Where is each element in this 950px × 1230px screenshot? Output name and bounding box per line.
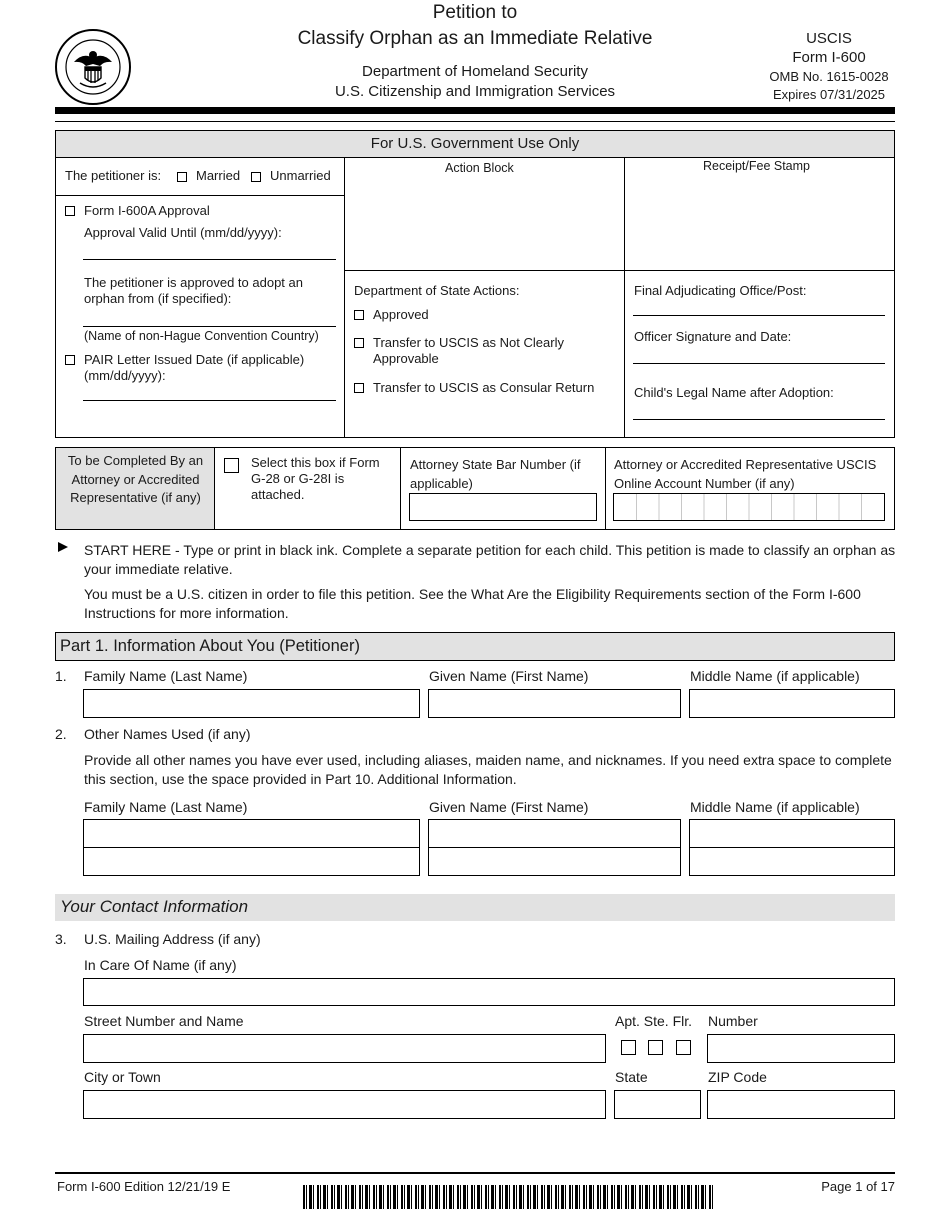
other-family-name-input-1[interactable] [83,819,420,848]
approved-adopt-label: The petitioner is approved to adopt an orphan from (if specified): [84,275,303,306]
final-office-line[interactable] [633,315,885,316]
dos-approved-label: Approved [373,307,429,322]
agency-name: U.S. Citizenship and Immigration Services [334,83,616,100]
g28-checkbox[interactable] [224,458,239,473]
flr-checkbox[interactable] [676,1040,691,1055]
attorney-divider-1 [400,448,401,529]
state-label: State [615,1069,648,1085]
q3-number: 3. [55,931,67,947]
uscis-label: USCIS [806,30,852,47]
middle-name-input[interactable] [689,689,895,718]
form-title-line2: Classify Orphan as an Immediate Relative [297,28,653,49]
attorney-label: To be Completed By an Attorney or Accredited Representative (if any) [67,453,204,505]
officer-sig-label: Officer Signature and Date: [634,329,792,344]
form-number: Form I-600 [792,49,866,66]
other-given-name-input-2[interactable] [428,847,681,876]
dos-actions-label: Department of State Actions: [354,283,520,298]
apt-ste-flr-label: Apt. Ste. Flr. [615,1013,693,1029]
family-name-label: Family Name (Last Name) [84,668,248,684]
footer-page-number: Page 1 of 17 [821,1179,895,1194]
gov-col-divider-2 [624,158,625,438]
start-here-arrow-icon [58,542,68,552]
footer-rule [55,1172,895,1174]
in-care-of-input[interactable] [83,978,895,1006]
street-label: Street Number and Name [84,1013,244,1029]
receipt-stamp-label: Receipt/Fee Stamp [703,159,810,173]
unit-number-input[interactable] [707,1034,895,1063]
family-name-input[interactable] [83,689,420,718]
q2-number: 2. [55,726,67,742]
start-here-label: START HERE - Type or print in black ink. [84,542,339,558]
given-name2-label: Given Name (First Name) [429,799,589,815]
online-account-label: Attorney or Accredited Representative USCIS Online Account Number (if any) [614,457,877,491]
number-label: Number [708,1013,758,1029]
officer-sig-line[interactable] [633,363,885,364]
header-rule-thin [55,121,895,122]
middle-name2-label: Middle Name (if applicable) [690,799,860,815]
g28-label: Select this box if Form G-28 or G-28I is attached. [251,455,380,502]
pair-letter-label: PAIR Letter Issued Date (if applicable) (mm/dd/yyyy): [84,352,305,383]
married-checkbox[interactable] [177,172,187,182]
apt-checkbox[interactable] [621,1040,636,1055]
gov-right-divider [344,270,894,271]
online-account-input[interactable] [613,493,885,521]
unmarried-label: Unmarried [270,168,331,183]
barcode-image [303,1185,713,1209]
bar-number-input[interactable] [409,493,597,521]
expiration-date: Expires 07/31/2025 [772,87,886,102]
footer-form-edition: Form I-600 Edition 12/21/19 E [57,1179,231,1194]
given-name-input[interactable] [428,689,681,718]
given-name-label: Given Name (First Name) [429,668,589,684]
adopt-country-line[interactable] [83,326,336,327]
attorney-divider-2 [605,448,606,529]
pair-letter-line[interactable] [83,400,336,401]
part1-title: Part 1. Information About You (Petitioner) [60,637,360,655]
start-here-text [84,541,896,579]
childs-name-label: Child's Legal Name after Adoption: [634,385,834,400]
zip-input[interactable] [707,1090,895,1119]
omb-number: OMB No. 1615-0028 [769,69,889,84]
i600a-approval-label: Form I-600A Approval [84,203,210,218]
gov-left-divider [56,195,344,196]
unmarried-checkbox[interactable] [251,172,261,182]
married-label: Married [196,168,241,183]
state-select[interactable] [614,1090,701,1119]
non-hague-label: (Name of non-Hague Convention Country) [84,329,319,343]
other-names-label: Other Names Used (if any) [84,726,251,742]
other-given-name-input-1[interactable] [428,819,681,848]
approval-valid-label: Approval Valid Until (mm/dd/yyyy): [84,225,282,240]
bar-number-label: Attorney State Bar Number (if applicable) [410,457,581,491]
family-name2-label: Family Name (Last Name) [84,799,248,815]
q1-number: 1. [55,668,67,684]
dos-not-clear-checkbox[interactable] [354,338,364,348]
dos-consular-checkbox[interactable] [354,383,364,393]
city-input[interactable] [83,1090,606,1119]
dos-consular-label: Transfer to USCIS as Consular Return [373,380,595,395]
dos-approved-checkbox[interactable] [354,310,364,320]
i600a-approval-checkbox[interactable] [65,206,75,216]
citizen-requirement-text: You must be a U.S. citizen in order to file this petition. See the What Are the Eligibility Requirements section of the Form I-600 Instructions for more information. [84,586,861,621]
city-label: City or Town [84,1069,161,1085]
zip-label: ZIP Code [708,1069,767,1085]
childs-name-line[interactable] [633,419,885,420]
street-input[interactable] [83,1034,606,1063]
dos-not-clear-label: Transfer to USCIS as Not Clearly Approvable [373,335,564,366]
final-office-label: Final Adjudicating Office/Post: [634,283,807,298]
department-name: Department of Homeland Security [362,63,588,80]
dhs-seal [54,28,132,106]
middle-name-label: Middle Name (if applicable) [690,668,860,684]
other-family-name-input-2[interactable] [83,847,420,876]
contact-title: Your Contact Information [60,897,249,916]
pair-letter-checkbox[interactable] [65,355,75,365]
header-rule-thick [55,107,895,114]
start-here-rest: Complete a separate petition for each child. This petition is made to classify an orphan as your immediate relative. [84,542,896,577]
gov-use-title: For U.S. Government Use Only [370,135,580,152]
other-names-help: Provide all other names you have ever used, including aliases, maiden name, and nicknames. If you need extra space to complete this section, use the space provided in Part 10. Additional Information. [84,752,892,787]
petitioner-is-label: The petitioner is: [65,168,162,183]
other-middle-name-input-2[interactable] [689,847,895,876]
action-block-label: Action Block [445,161,514,175]
other-middle-name-input-1[interactable] [689,819,895,848]
in-care-of-label: In Care Of Name (if any) [84,957,237,973]
ste-checkbox[interactable] [648,1040,663,1055]
approval-valid-line[interactable] [83,259,336,260]
form-title-line1: Petition to [432,2,518,23]
gov-col-divider-1 [344,158,345,438]
mailing-address-label: U.S. Mailing Address (if any) [84,931,261,947]
